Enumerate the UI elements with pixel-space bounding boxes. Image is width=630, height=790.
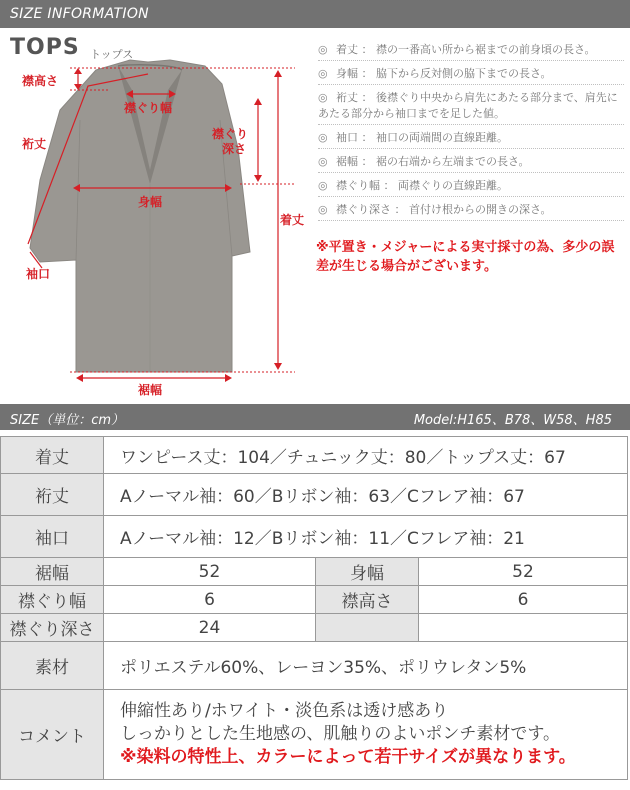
value-mihaba: 52 — [419, 558, 628, 586]
measurement-notes — [318, 42, 624, 226]
note-susohaba: ◎ 裾幅 ： 裾の右端から左端までの長さ。 — [318, 154, 624, 173]
value-sodeguchi: Aノーマル袖：12／Bリボン袖：11／Cフレア袖：21 — [104, 516, 628, 558]
measurement-warning: ※平置き・メジャーによる実寸採寸の為、多少の誤差が生じる場合がございます。 — [316, 240, 615, 274]
row-label-eri-fukasa: 襟ぐり深さ — [1, 614, 104, 642]
label-eri-fukasa-2: 深さ — [222, 142, 247, 156]
comment-line-1: 伸縮性あり/ホワイト・淡色系は透け感あり — [120, 701, 449, 721]
tops-subtitle: トップス — [90, 48, 134, 61]
label-kitake: 着丈 — [280, 213, 305, 227]
value-susohaba: 52 — [104, 558, 316, 586]
table-row — [1, 437, 628, 474]
note-eri-haba: ◎ 襟ぐり幅 ： 両襟ぐりの直線距離。 — [318, 178, 624, 197]
size-unit-label: SIZE（単位：cm） — [10, 413, 125, 428]
row-label-yuki: 裄丈 — [1, 474, 104, 516]
value-eri-haba: 6 — [104, 586, 316, 614]
table-row — [1, 690, 628, 780]
note-yuki: ◎ 裄丈 ： 後襟ぐり中央から肩先にあたる部分まで、肩先にあたる部分から袖口までを足した値。 — [318, 90, 624, 125]
value-eri-taka: 6 — [419, 586, 628, 614]
empty-cell — [419, 614, 628, 642]
table-row — [1, 474, 628, 516]
label-yuki: 裄丈 — [22, 137, 47, 151]
row-label-sodeguchi: 袖口 — [1, 516, 104, 558]
size-information-header — [0, 0, 630, 28]
row-label-sozai: 素材 — [1, 642, 104, 690]
garment-diagram — [0, 28, 310, 404]
table-row — [1, 614, 628, 642]
comment-line-3: ※染料の特性上、カラーによって若干サイズが異なります。 — [120, 747, 576, 767]
table-row — [1, 516, 628, 558]
table-row — [1, 558, 628, 586]
label-mihaba: 身幅 — [138, 195, 163, 209]
size-table — [0, 436, 628, 780]
table-row — [1, 642, 628, 690]
row-label-kitake: 着丈 — [1, 437, 104, 474]
size-bar — [0, 404, 630, 430]
label-eri-fukasa-1: 襟ぐり — [212, 127, 249, 141]
label-eri-taka: 襟高さ — [22, 74, 59, 88]
table-row — [1, 586, 628, 614]
tops-title: TOPS — [10, 35, 80, 60]
note-kitake: ◎ 着丈 ： 襟の一番高い所から裾までの前身頃の長さ。 — [318, 42, 624, 61]
value-comment — [104, 690, 628, 780]
label-susohaba: 裾幅 — [138, 383, 163, 397]
model-info: Model:H165、B78、W58、H85 — [413, 413, 612, 428]
header-title: SIZE INFORMATION — [10, 6, 149, 22]
row-label-susohaba: 裾幅 — [1, 558, 104, 586]
value-sozai: ポリエステル60%、レーヨン35%、ポリウレタン5% — [104, 642, 628, 690]
note-sodeguchi: ◎ 袖口 ： 袖口の両端間の直線距離。 — [318, 130, 624, 149]
row-label-eri-taka: 襟高さ — [316, 586, 419, 614]
value-yuki: Aノーマル袖：60／Bリボン袖：63／Cフレア袖：67 — [104, 474, 628, 516]
note-eri-fukasa: ◎ 襟ぐり深さ ： 首付け根からの開きの深さ。 — [318, 202, 624, 221]
empty-cell — [316, 614, 419, 642]
label-eri-haba: 襟ぐり幅 — [124, 101, 173, 115]
row-label-eri-haba: 襟ぐり幅 — [1, 586, 104, 614]
value-eri-fukasa: 24 — [104, 614, 316, 642]
label-sodeguchi: 袖口 — [26, 267, 51, 281]
comment-line-2: しっかりとした生地感の、肌触りのよいポンチ素材です。 — [120, 724, 560, 744]
value-kitake: ワンピース丈：104／チュニック丈：80／トップス丈：67 — [104, 437, 628, 474]
row-label-mihaba: 身幅 — [316, 558, 419, 586]
row-label-comment: コメント — [1, 690, 104, 780]
note-mihaba: ◎ 身幅 ： 脇下から反対側の脇下までの長さ。 — [318, 66, 624, 85]
